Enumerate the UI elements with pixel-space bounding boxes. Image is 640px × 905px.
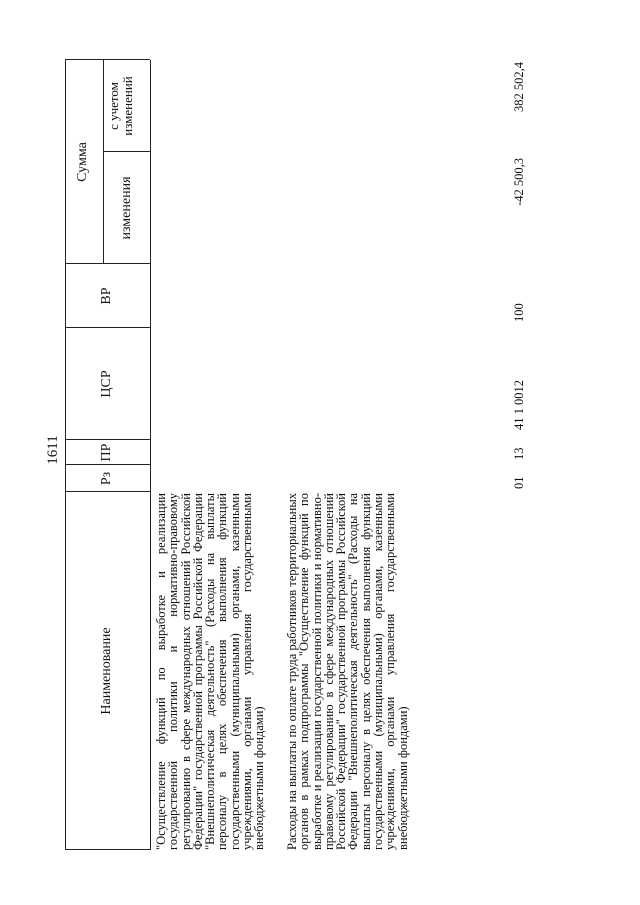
row-with-changes: 382 502,4 bbox=[512, 62, 526, 112]
header-change: изменения bbox=[119, 176, 134, 240]
row-pr: 13 bbox=[512, 447, 526, 460]
header-rz: Рз bbox=[99, 471, 114, 486]
row-change: -42 500,3 bbox=[512, 158, 526, 206]
header-pr: ПР bbox=[99, 443, 114, 462]
header-vr: ВР bbox=[99, 287, 114, 305]
header-csr: ЦСР bbox=[99, 370, 114, 398]
sum-divider bbox=[103, 60, 104, 264]
header-name: Наименование bbox=[99, 627, 114, 715]
header-sum: Сумма bbox=[75, 142, 90, 182]
row-name: "Осуществление функций по выработке и реализации государственной политики и нормативно-правовому регулированию в сфере международных отношений Российской Федерации" государственной программы Российской Федерации "Внешнеполитическая деятельность" (Расходы на выплаты персоналу в целях обеспечения выполнения функций государственными (муниципальными) органами, казенными учреждениями, органами управления государственными внебюджетными фондами) bbox=[154, 493, 267, 850]
page-number: 1611 bbox=[45, 435, 61, 465]
header-top-border bbox=[65, 60, 66, 850]
row-vr: 100 bbox=[512, 303, 526, 322]
row-csr: 41 1 0012 bbox=[512, 380, 526, 430]
header-with-changes: с учетом изменений bbox=[106, 76, 135, 136]
header-bottom-border bbox=[150, 60, 151, 850]
row-rz: 01 bbox=[512, 476, 526, 489]
row-name: Расходы на выплаты по оплате труда работников территориальных органов в рамках подпрограммы "Осуществление функций по выработке и реализации государственной политики и нормативно-правовому регулированию в сфере международных отношений Российской Федерации" государственной программы Российской Федерации "Внешнеполитическая деятельность" (Расходы на выплаты персоналу в целях обеспечения выполнения функций государственными (муниципальными) органами, казенными учреждениями, органами управления государственными внебюджетными фондами) bbox=[285, 493, 410, 850]
document-sheet bbox=[45, 60, 585, 850]
table-header bbox=[65, 60, 150, 850]
